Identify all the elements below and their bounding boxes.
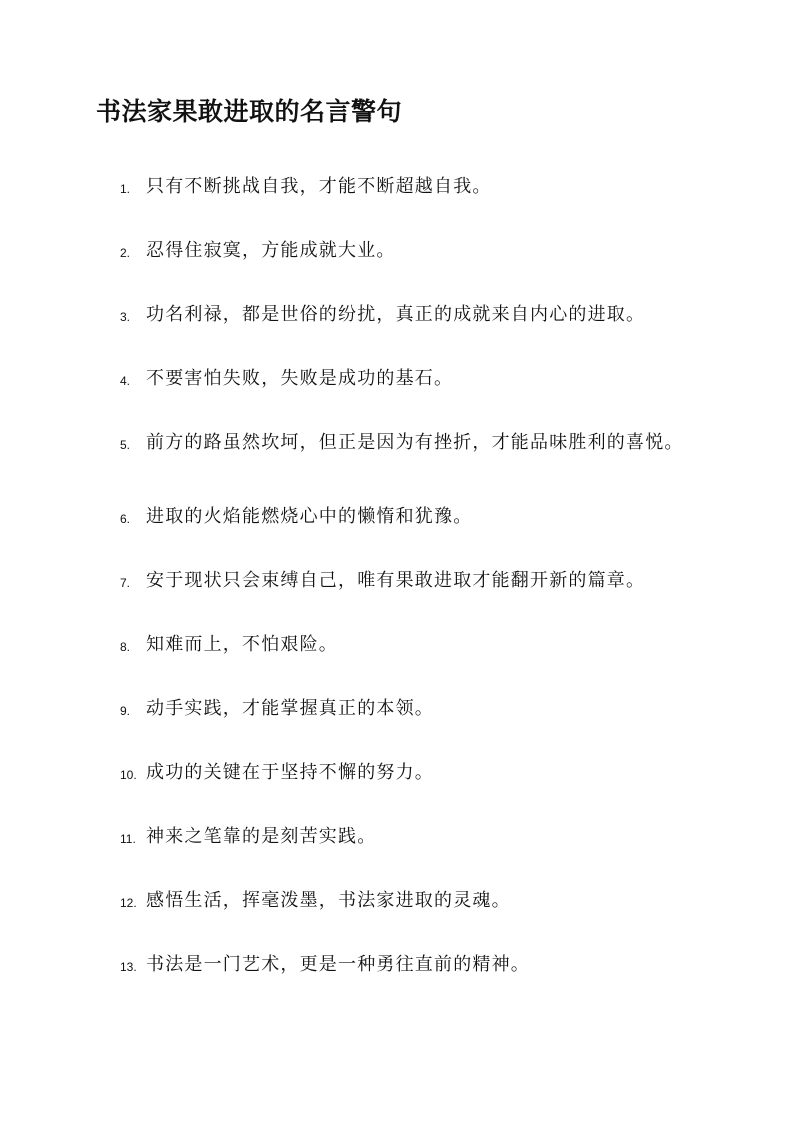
list-item-text: 成功的关键在于坚持不懈的努力。: [146, 762, 434, 783]
list-item-text: 进取的火焰能燃烧心中的懒惰和犹豫。: [146, 506, 473, 527]
quote-list: [120, 170, 700, 1012]
list-item-text: 功名利禄，都是世俗的纷扰，真正的成就来自内心的进取。: [146, 304, 646, 325]
list-item-text: 只有不断挑战自我，才能不断超越自我。: [146, 176, 492, 197]
list-item: [120, 362, 700, 398]
list-item-text: 知难而上，不怕艰险。: [146, 634, 338, 655]
list-item-number: 4.: [120, 374, 131, 388]
list-item: [120, 948, 700, 984]
list-item-number: 7.: [120, 576, 131, 590]
list-item-number: 5.: [120, 438, 131, 452]
list-item-number: 11.: [120, 832, 136, 846]
list-item: [120, 756, 700, 792]
list-item-number: 12.: [120, 896, 137, 910]
list-item: [120, 820, 700, 856]
list-item-number: 13.: [120, 960, 137, 974]
list-item-number: 8.: [120, 640, 131, 654]
list-item-text: 动手实践，才能掌握真正的本领。: [146, 698, 434, 719]
list-item: [120, 298, 700, 334]
list-item-number: 3.: [120, 310, 131, 324]
list-item: [120, 884, 700, 920]
list-item-text: 不要害怕失败，失败是成功的基石。: [146, 368, 454, 389]
list-item-text: 神来之笔靠的是刻苦实践。: [146, 826, 377, 847]
list-item-number: 6.: [120, 512, 131, 526]
document-title: 书法家果敢进取的名言警句: [96, 97, 403, 126]
list-item-text: 感悟生活，挥毫泼墨，书法家进取的灵魂。: [146, 890, 511, 911]
list-item-text: 前方的路虽然坎坷，但正是因为有挫折，才能品味胜利的喜悦。: [146, 432, 684, 453]
list-item: [120, 426, 700, 472]
list-item: [120, 564, 700, 600]
list-item: [120, 170, 700, 206]
list-item-number: 1.: [120, 182, 131, 196]
list-item: [120, 500, 700, 536]
list-item: [120, 628, 700, 664]
list-item: [120, 692, 700, 728]
list-item-text: 安于现状只会束缚自己，唯有果敢进取才能翻开新的篇章。: [146, 570, 646, 591]
list-item-text: 书法是一门艺术，更是一种勇往直前的精神。: [146, 954, 530, 975]
list-item-number: 10.: [120, 768, 137, 782]
list-item: [120, 234, 700, 270]
list-item-number: 2.: [120, 246, 131, 260]
list-item-text: 忍得住寂寞，方能成就大业。: [146, 240, 396, 261]
list-item-number: 9.: [120, 704, 131, 718]
